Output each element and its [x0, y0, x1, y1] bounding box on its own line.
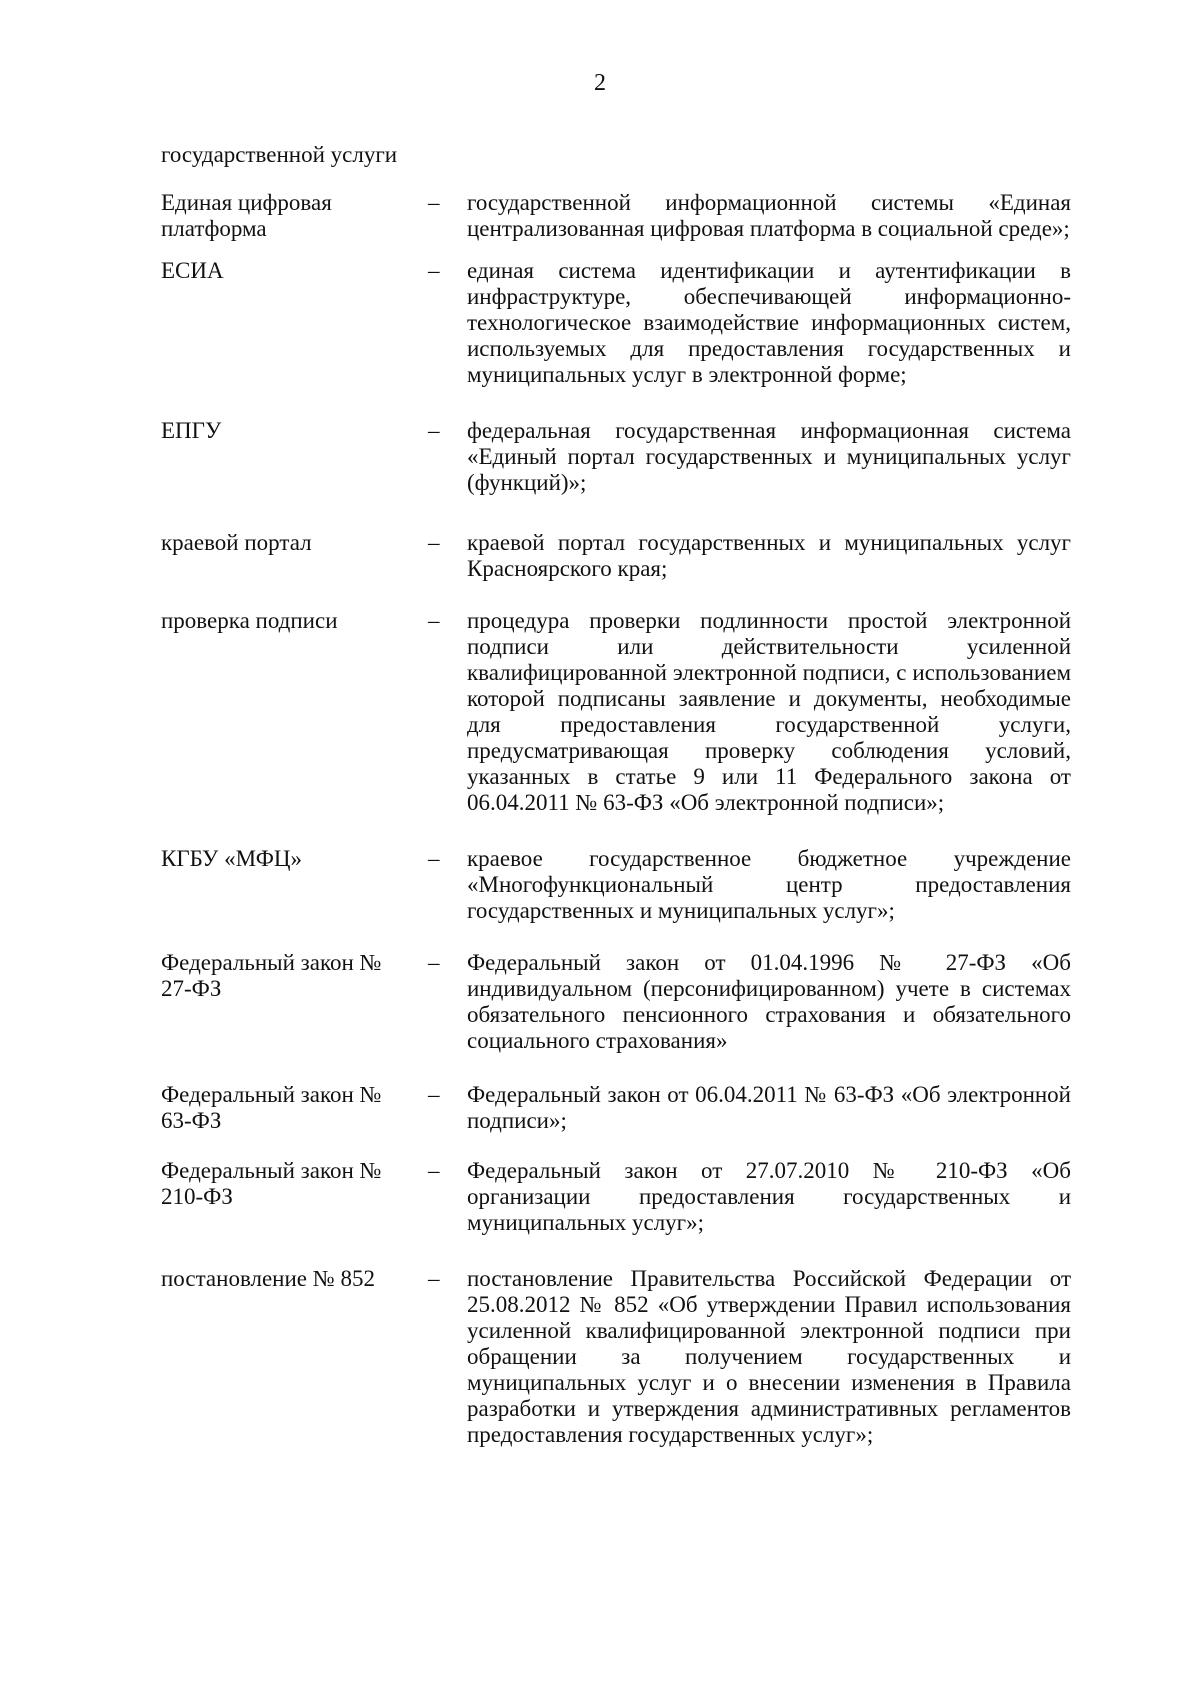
- definition-description: единая система идентификации и аутентификации в инфраструктуре, обеспечивающей информационно-технологическое взаимодействие информационных систем, используемых для предоставления государственных и муниципальных услуг в электронной форме;: [467, 258, 1071, 387]
- definition-description: Федеральный закон от 27.07.2010 № 210-ФЗ «Об организации предоставления государственных и муниципальных услуг»;: [467, 1158, 1071, 1235]
- definition-description: процедура проверки подлинности простой электронной подписи или действительности усиленной квалифицированной электронной подписи, с использованием которой подписаны заявление и документы, необходимые для предоставления государственной услуги, предусматривающая проверку соблюдения условий, указанных в статье 9 или 11 Федерального закона от 06.04.2011 № 63-ФЗ «Об электронной подписи»;: [467, 608, 1071, 815]
- definition-entry: [0, 530, 1200, 582]
- definition-term: краевой портал: [161, 530, 312, 555]
- definition-term: Федеральный закон № 27-ФЗ: [161, 950, 382, 1001]
- definition-dash: –: [428, 258, 440, 283]
- definition-description: краевое государственное бюджетное учреждение «Многофункциональный центр предоставления государственных и муниципальных услуг»;: [467, 846, 1071, 923]
- definition-dash: –: [428, 1082, 440, 1107]
- definition-entry: [0, 950, 1200, 1054]
- continuation-text: государственной услуги: [161, 142, 398, 167]
- definition-entry: [0, 608, 1200, 816]
- definition-term: постановление № 852: [161, 1266, 375, 1291]
- definition-description: постановление Правительства Российской Федерации от 25.08.2012 № 852 «Об утверждении Правил использования усиленной квалифицированной электронной подписи при обращении за получением государственных и муниципальных услуг и о внесении изменения в Правила разработки и утверждения административных регламентов предоставления государственных услуг»;: [467, 1266, 1071, 1447]
- definition-entry: [0, 846, 1200, 924]
- definition-entry: [0, 1266, 1200, 1448]
- definition-term: Федеральный закон № 210-ФЗ: [161, 1158, 382, 1209]
- definition-description: федеральная государственная информационная система «Единый портал государственных и муниципальных услуг (функций)»;: [467, 418, 1071, 495]
- definition-dash: –: [428, 608, 440, 633]
- definition-entry: [0, 1158, 1200, 1236]
- definition-term: ЕПГУ: [161, 418, 222, 443]
- definition-description: Федеральный закон от 01.04.1996 № 27-ФЗ «Об индивидуальном (персонифицированном) учете в системах обязательного пенсионного страхования и обязательного социального страхования»: [467, 950, 1071, 1053]
- definition-term: ЕСИА: [161, 258, 224, 283]
- definition-entry: [0, 258, 1200, 388]
- definition-term: Единая цифровая платформа: [161, 190, 332, 241]
- definition-entry: [0, 418, 1200, 496]
- definition-dash: –: [428, 1158, 440, 1183]
- definition-entry: [0, 190, 1200, 242]
- definition-term: КГБУ «МФЦ»: [161, 846, 302, 871]
- definition-dash: –: [428, 418, 440, 443]
- definition-dash: –: [428, 950, 440, 975]
- definition-dash: –: [428, 846, 440, 871]
- page-number: 2: [594, 70, 606, 96]
- definition-dash: –: [428, 1266, 440, 1291]
- definition-term: Федеральный закон № 63-ФЗ: [161, 1082, 382, 1133]
- definitions-list: [0, 190, 1200, 1448]
- definition-description: краевой портал государственных и муниципальных услуг Красноярского края;: [467, 530, 1071, 581]
- definition-term: проверка подписи: [161, 608, 338, 633]
- definition-dash: –: [428, 530, 440, 555]
- definition-dash: –: [428, 190, 440, 215]
- definition-description: Федеральный закон от 06.04.2011 № 63-ФЗ «Об электронной подписи»;: [467, 1082, 1071, 1133]
- definition-description: государственной информационной системы «Единая централизованная цифровая платформа в социальной среде»;: [467, 190, 1071, 241]
- definition-entry: [0, 1082, 1200, 1134]
